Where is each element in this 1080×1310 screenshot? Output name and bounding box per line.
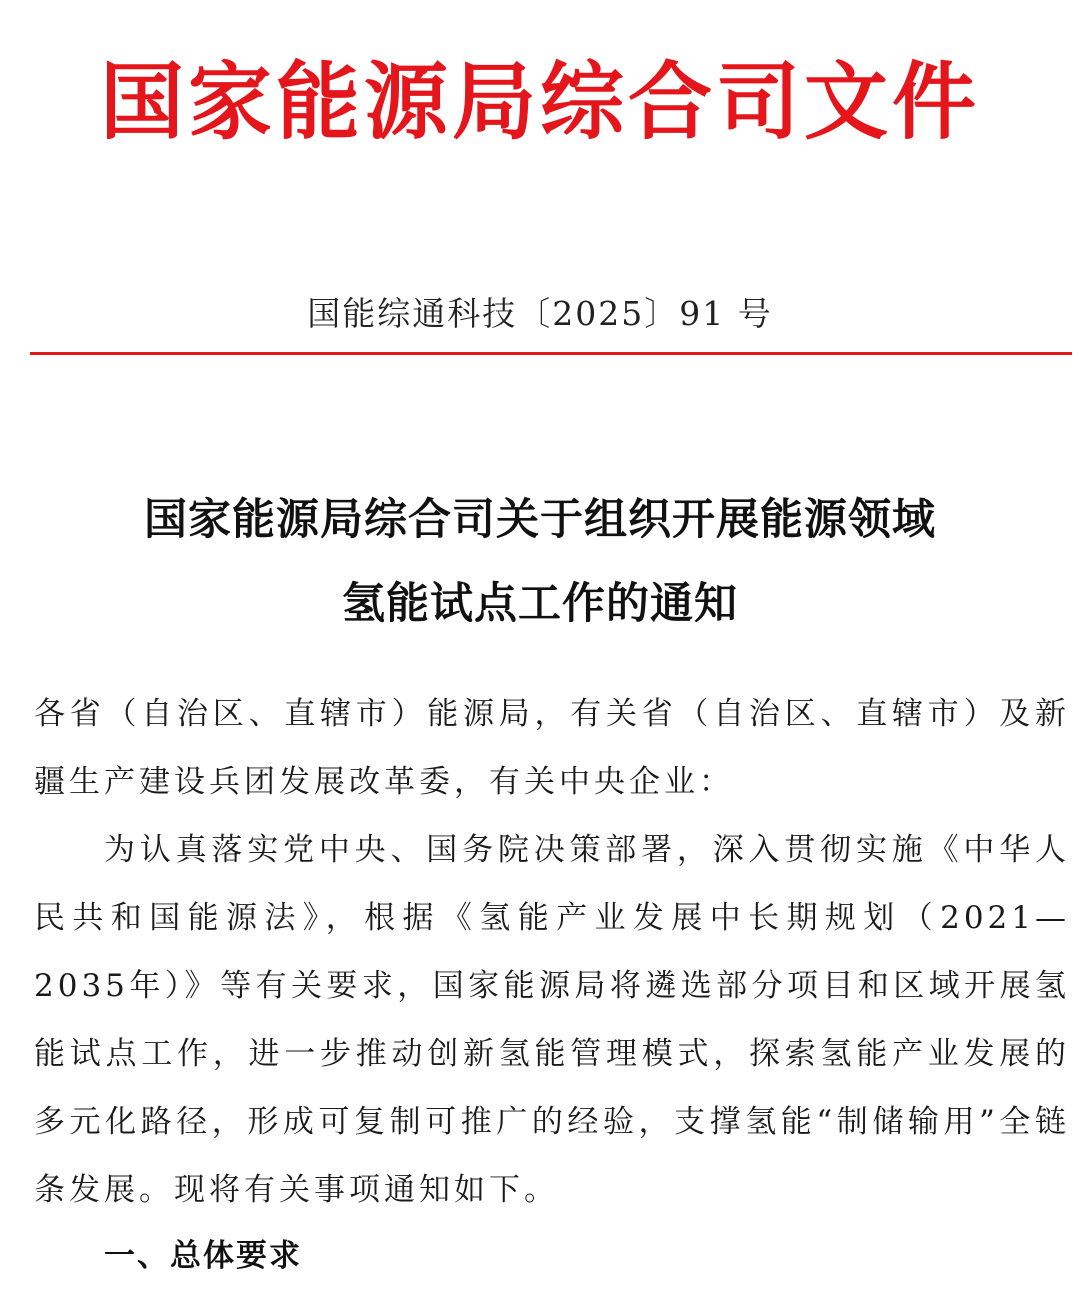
addressee-paragraph: 各省（自治区、直辖市）能源局，有关省（自治区、直辖市）及新疆生产建设兵团发展改革委，有关中央企业： [34,696,1070,800]
notice-title-line-1: 国家能源局综合司关于组织开展能源领域 [144,495,936,545]
red-divider-line [30,352,1072,355]
notice-body [34,680,1070,1224]
notice-title [0,478,1080,646]
section-heading: 一、总体要求 [104,1238,302,1274]
document-header-title: 国家能源局综合司文件 [99,52,980,151]
notice-title-line-2: 氢能试点工作的通知 [342,579,738,629]
body-paragraph-1: 为认真落实党中央、国务院决策部署，深入贯彻实施《中华人民共和国能源法》，根据《氢能产业发展中长期规划（2021—2035年）》等有关要求，国家能源局将遴选部分项目和区域开展氢能试点工作，进一步推动创新氢能管理模式，探索氢能产业发展的多元化路径，形成可复制可推广的经验，支撑氢能“制储输用”全链条发展。现将有关事项通知如下。 [34,832,1070,1208]
document-number: 国能综通科技〔2025〕91 号 [307,294,773,333]
